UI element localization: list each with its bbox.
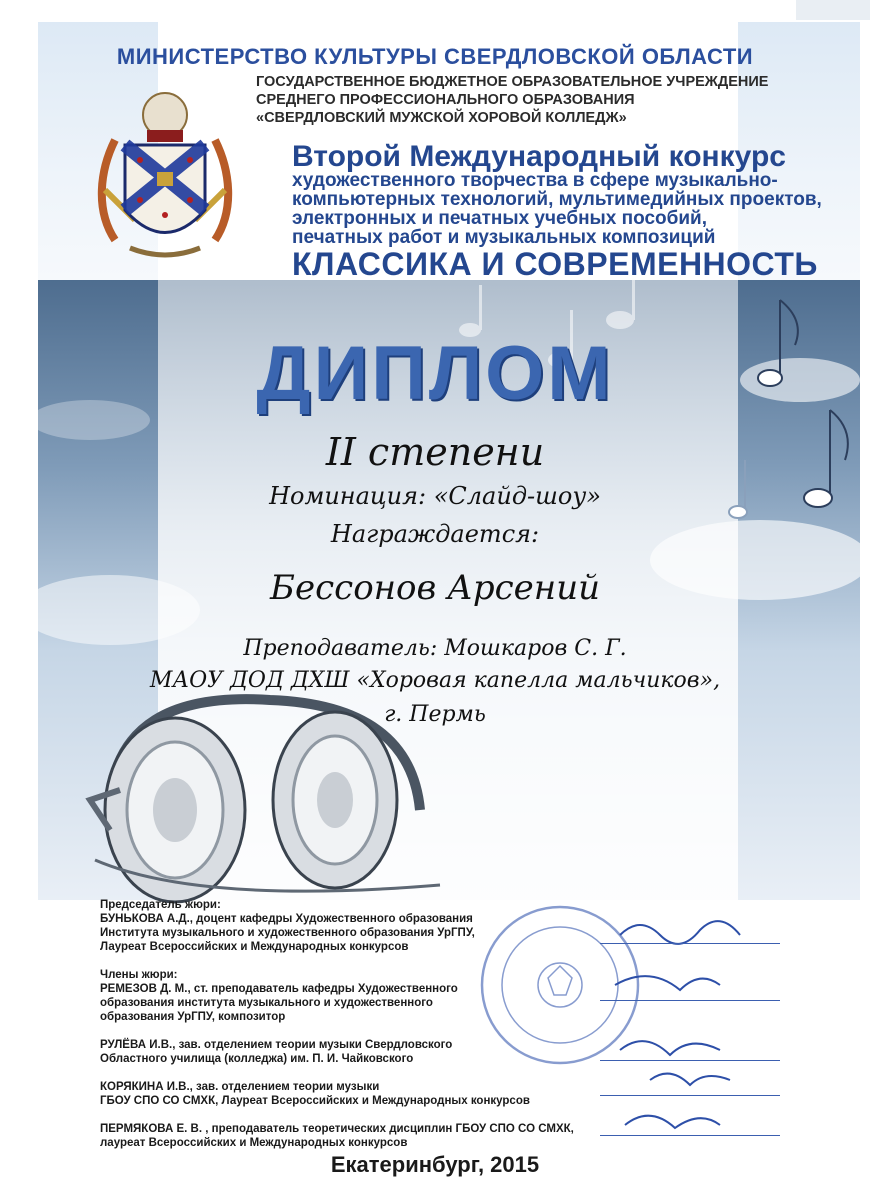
city: г. Пермь (384, 702, 486, 727)
recipient-name: Бессонов Арсений (270, 568, 600, 608)
contest-subtitle-line: художественного творчества в сфере музыкально- (292, 170, 778, 191)
jury-member (100, 1038, 600, 1066)
teacher: Преподаватель: Мошкаров С. Г. (243, 636, 627, 661)
jury-chair-label: Председатель жюри: (100, 899, 221, 911)
jury-line: Областного училища (колледжа) им. П. И. Чайковского (100, 1053, 414, 1065)
awarded-label: Награждается: (330, 520, 540, 548)
signature-line (600, 1060, 780, 1061)
jury-member (100, 1122, 600, 1150)
contest-name: КЛАССИКА И СОВРЕМЕННОСТЬ (292, 246, 818, 282)
institution-line: СРЕДНЕГО ПРОФЕССИОНАЛЬНОГО ОБРАЗОВАНИЯ (256, 92, 635, 108)
ministry-title: МИНИСТЕРСТВО КУЛЬТУРЫ СВЕРДЛОВСКОЙ ОБЛАСТИ (116, 44, 754, 69)
contest-subtitle-line: печатных работ и музыкальных композиций (292, 227, 716, 248)
jury-list (100, 898, 600, 1164)
jury-member (100, 982, 600, 1024)
signature-line (600, 943, 780, 944)
jury-line: ГБОУ СПО СО СМХК, Лауреат Всероссийских и Международных конкурсов (100, 1095, 530, 1107)
jury-line: БУНЬКОВА А.Д., доцент кафедры Художественного образования (100, 913, 473, 925)
signature-line (600, 1095, 780, 1096)
contest-subtitle-line: электронных и печатных учебных пособий, (292, 208, 708, 229)
institution-line: «СВЕРДЛОВСКИЙ МУЖСКОЙ ХОРОВОЙ КОЛЛЕДЖ» (256, 110, 627, 126)
jury-line: РЕМЕЗОВ Д. М., ст. преподаватель кафедры Художественного (100, 983, 458, 995)
signature-line (600, 1135, 780, 1136)
diploma-degree: II степени (325, 430, 545, 474)
jury-line: образования УрГПУ, композитор (100, 1011, 286, 1023)
jury-members-label: Члены жюри: (100, 969, 178, 981)
contest-subtitle-line: компьютерных технологий, мультимедийных проектов, (292, 189, 822, 210)
contest-title: Второй Международный конкурс (292, 140, 786, 173)
signature-line (600, 1000, 780, 1001)
jury-chair (100, 912, 600, 954)
school: МАОУ ДОД ДХШ «Хоровая капелла мальчиков», (149, 668, 721, 693)
city-year: Екатеринбург, 2015 (330, 1152, 540, 1177)
jury-line: лауреат Всероссийских и Международных конкурсов (100, 1137, 408, 1149)
jury-line: ПЕРМЯКОВА Е. В. , преподаватель теоретических дисциплин ГБОУ СПО СО СМХК, (100, 1123, 574, 1135)
signatures (615, 921, 740, 1128)
jury-line: КОРЯКИНА И.В., зав. отделением теории музыки (100, 1081, 380, 1093)
institution-line: ГОСУДАРСТВЕННОЕ БЮДЖЕТНОЕ ОБРАЗОВАТЕЛЬНОЕ УЧРЕЖДЕНИЕ (256, 74, 769, 90)
jury-line: РУЛЁВА И.В., зав. отделением теории музыки Свердловского (100, 1039, 453, 1051)
diploma-title: ДИПЛОМ (256, 331, 614, 416)
nomination: Номинация: «Слайд-шоу» (269, 482, 601, 510)
jury-line: Лауреат Всероссийских и Международных конкурсов (100, 941, 409, 953)
jury-member (100, 1080, 600, 1108)
jury-line: Института музыкального и художественного образования УрГПУ, (100, 927, 475, 939)
headphones-icon (90, 699, 440, 902)
coat-of-arms-icon (102, 93, 228, 255)
jury-line: образования института музыкального и художественного (100, 997, 433, 1009)
